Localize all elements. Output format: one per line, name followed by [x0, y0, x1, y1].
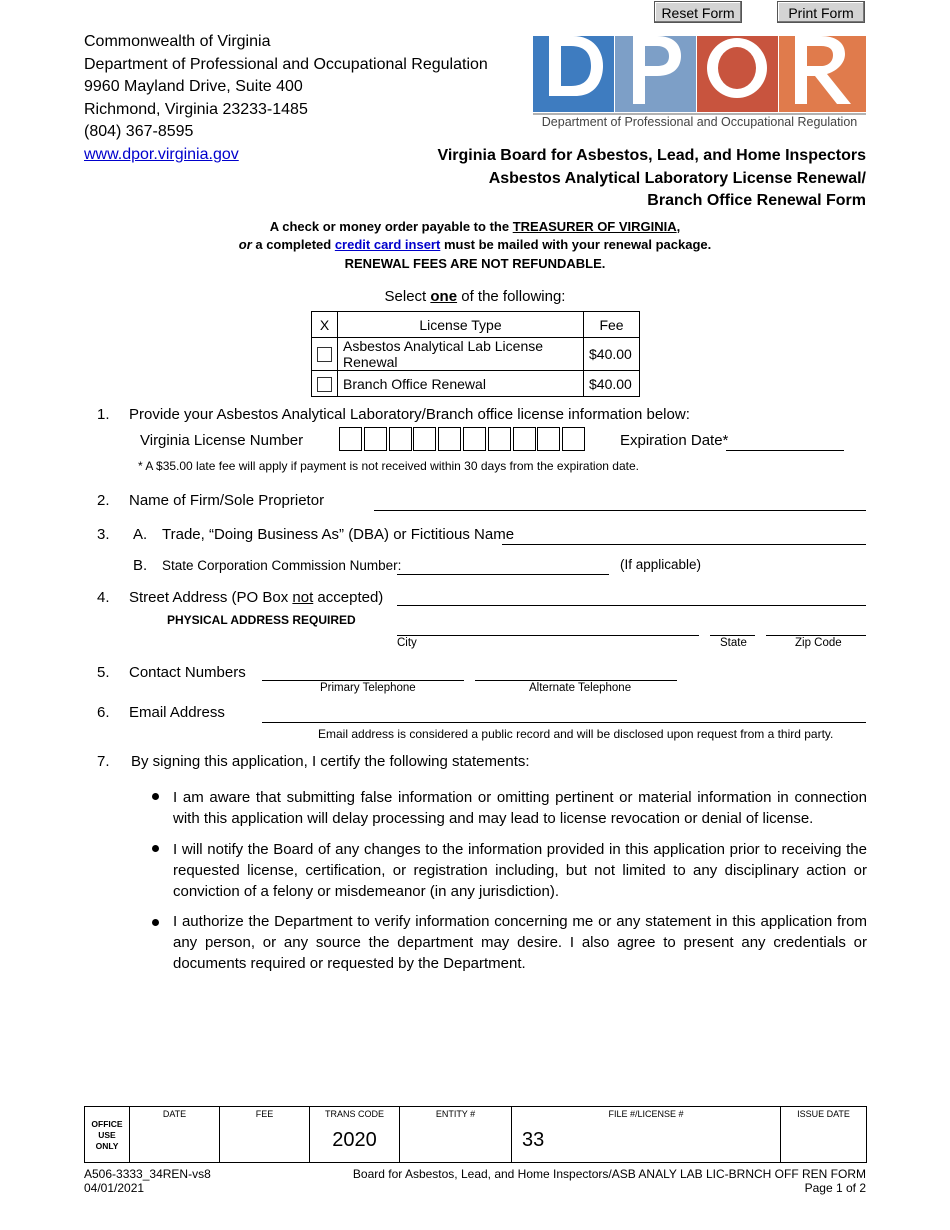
license-digit-box[interactable]: [513, 427, 536, 451]
street-address-label: Street Address (PO Box not accepted): [129, 589, 384, 606]
agency-name: Commonwealth of Virginia: [84, 33, 271, 50]
non-refundable-notice: RENEWAL FEES ARE NOT REFUNDABLE.: [344, 256, 606, 271]
credit-card-insert-link[interactable]: credit card insert: [334, 237, 441, 252]
office-issue-date-cell: ISSUE DATE: [781, 1107, 867, 1163]
email-public-record-note: Email address is considered a public record and will be disclosed upon request from a third party.: [318, 727, 834, 741]
primary-telephone-field[interactable]: [262, 680, 464, 681]
bullet-icon: [152, 845, 159, 852]
license-digit-box[interactable]: [488, 427, 511, 451]
agency-city: Richmond, Virginia 23233-1485: [84, 100, 308, 118]
license-type-cell: Branch Office Renewal: [338, 371, 584, 397]
item-1-question: Provide your Asbestos Analytical Laboratory/Branch office license information below:: [129, 406, 690, 423]
certification-statement-1: I am aware that submitting false information or omitting pertinent or material information in connection with this application will delay processing and may lead to license revocation or denial of license.: [173, 789, 867, 827]
firm-name-label: Name of Firm/Sole Proprietor: [129, 492, 325, 509]
license-digit-box[interactable]: [537, 427, 560, 451]
zip-caption: Zip Code: [795, 637, 842, 649]
expiration-date-field[interactable]: [726, 450, 844, 451]
firm-name-field[interactable]: [374, 510, 866, 511]
table-row: [312, 338, 640, 371]
scc-number-field[interactable]: [397, 574, 609, 575]
office-trans-code-cell: TRANS CODE 2020: [310, 1107, 400, 1163]
form-id: A506-3333_34REN-vs8: [84, 1167, 211, 1181]
street-address-field[interactable]: [397, 605, 866, 606]
item-1-number: 1.: [97, 406, 110, 423]
license-digit-box[interactable]: [339, 427, 362, 451]
license-digit-box[interactable]: [364, 427, 387, 451]
print-form-button[interactable]: Print Form: [777, 1, 865, 23]
payment-notice-line2: or a completed credit card insert must be mailed with your renewal package.: [238, 237, 712, 252]
license-number-label: Virginia License Number: [140, 432, 304, 449]
item-6-number: 6.: [97, 704, 110, 721]
bullet-icon: [152, 793, 159, 800]
email-address-field[interactable]: [262, 722, 866, 723]
item-4-number: 4.: [97, 589, 110, 606]
item-3a-letter: A.: [133, 526, 148, 543]
office-date-cell: DATE: [130, 1107, 220, 1163]
license-type-table: [311, 311, 640, 397]
dba-field[interactable]: [502, 544, 866, 545]
item-2-number: 2.: [97, 492, 110, 509]
license-digit-box[interactable]: [413, 427, 436, 451]
email-address-label: Email Address: [129, 704, 225, 721]
license-type-cell: Asbestos Analytical Lab License Renewal: [338, 338, 584, 371]
footer-right: [353, 1167, 866, 1195]
item-7-number: 7.: [97, 753, 110, 770]
footer-left: [84, 1167, 211, 1195]
footer-board: Board for Asbestos, Lead, and Home Inspectors/ASB ANALY LAB LIC-BRNCH OFF REN FORM: [352, 1167, 866, 1181]
agency-address: [84, 31, 488, 166]
payment-notice-line1: A check or money order payable to the TREASURER OF VIRGINIA,: [269, 219, 681, 234]
col-x-header: X: [312, 312, 338, 338]
form-title-line2: Asbestos Analytical Laboratory License Renewal/: [488, 170, 866, 187]
treasurer-payee: TREASURER OF VIRGINIA: [512, 219, 677, 234]
branch-renewal-checkbox[interactable]: [317, 377, 332, 392]
agency-department: Department of Professional and Occupational Regulation: [84, 55, 488, 73]
office-entity-cell: ENTITY #: [400, 1107, 512, 1163]
form-title-line1: Virginia Board for Asbestos, Lead, and Home Inspectors: [437, 147, 866, 164]
office-fee-cell: FEE: [220, 1107, 310, 1163]
agency-phone: (804) 367-8595: [84, 123, 194, 140]
alternate-telephone-caption: Alternate Telephone: [529, 682, 632, 694]
license-digit-box[interactable]: [463, 427, 486, 451]
certification-statement-2: I will notify the Board of any changes to the information provided in this application prior to receiving the requested license, certification, or registration including, but not limited to any disciplinary action or conviction of a felony or misdemeanor (in any jurisdiction).: [173, 841, 867, 900]
city-field[interactable]: [397, 635, 699, 636]
expiration-date-label: Expiration Date*: [620, 432, 729, 449]
reset-form-button[interactable]: Reset Form: [654, 1, 742, 23]
agency-street: 9960 Mayland Drive, Suite 400: [84, 78, 303, 95]
state-caption: State: [720, 637, 747, 649]
dpor-logo: [533, 36, 866, 132]
if-applicable-note: (If applicable): [620, 557, 702, 572]
office-use-table: [84, 1106, 867, 1163]
col-type-header: License Type: [338, 312, 584, 338]
city-caption: City: [397, 637, 417, 649]
fee-cell: $40.00: [584, 371, 640, 397]
zip-field[interactable]: [766, 635, 866, 636]
license-digit-box[interactable]: [562, 427, 585, 451]
table-row: [312, 371, 640, 397]
lab-renewal-checkbox[interactable]: [317, 347, 332, 362]
state-field[interactable]: [710, 635, 755, 636]
contact-numbers-label: Contact Numbers: [129, 664, 246, 681]
fee-cell: $40.00: [584, 338, 640, 371]
agency-website-link[interactable]: www.dpor.virginia.gov: [84, 145, 239, 163]
certification-intro: By signing this application, I certify the following statements:: [131, 753, 530, 770]
dba-label: Trade, “Doing Business As” (DBA) or Fictitious Name: [162, 526, 515, 543]
item-3-number: 3.: [97, 526, 110, 543]
alternate-telephone-field[interactable]: [475, 680, 677, 681]
scc-number-label: State Corporation Commission Number:: [162, 558, 402, 573]
license-digit-box[interactable]: [389, 427, 412, 451]
primary-telephone-caption: Primary Telephone: [320, 682, 416, 694]
item-3b-letter: B.: [133, 557, 148, 574]
physical-address-required: PHYSICAL ADDRESS REQUIRED: [167, 613, 356, 627]
license-digit-box[interactable]: [438, 427, 461, 451]
certification-statement-3: I authorize the Department to verify information concerning me or any statement in this application from any person, or any source the department may desire. I also agree to present any credentials or documents required or requested by the Department.: [173, 913, 867, 972]
logo-caption: Department of Professional and Occupational Regulation: [541, 115, 858, 129]
col-fee-header: Fee: [584, 312, 640, 338]
bullet-icon: [152, 919, 159, 926]
office-file-license-cell: FILE #/LICENSE # 33: [512, 1107, 781, 1163]
page-number: Page 1 of 2: [804, 1181, 866, 1195]
form-title-line3: Branch Office Renewal Form: [647, 192, 866, 209]
select-instruction: Select one of the following:: [384, 288, 566, 305]
form-date: 04/01/2021: [84, 1181, 145, 1195]
trans-code-value: 2020: [332, 1129, 377, 1151]
item-5-number: 5.: [97, 664, 110, 681]
office-use-only-label: OFFICE USE ONLY: [85, 1107, 130, 1163]
late-fee-note: * A $35.00 late fee will apply if payment is not received within 30 days from the expiration date.: [138, 459, 639, 473]
file-license-value: 33: [522, 1129, 545, 1151]
